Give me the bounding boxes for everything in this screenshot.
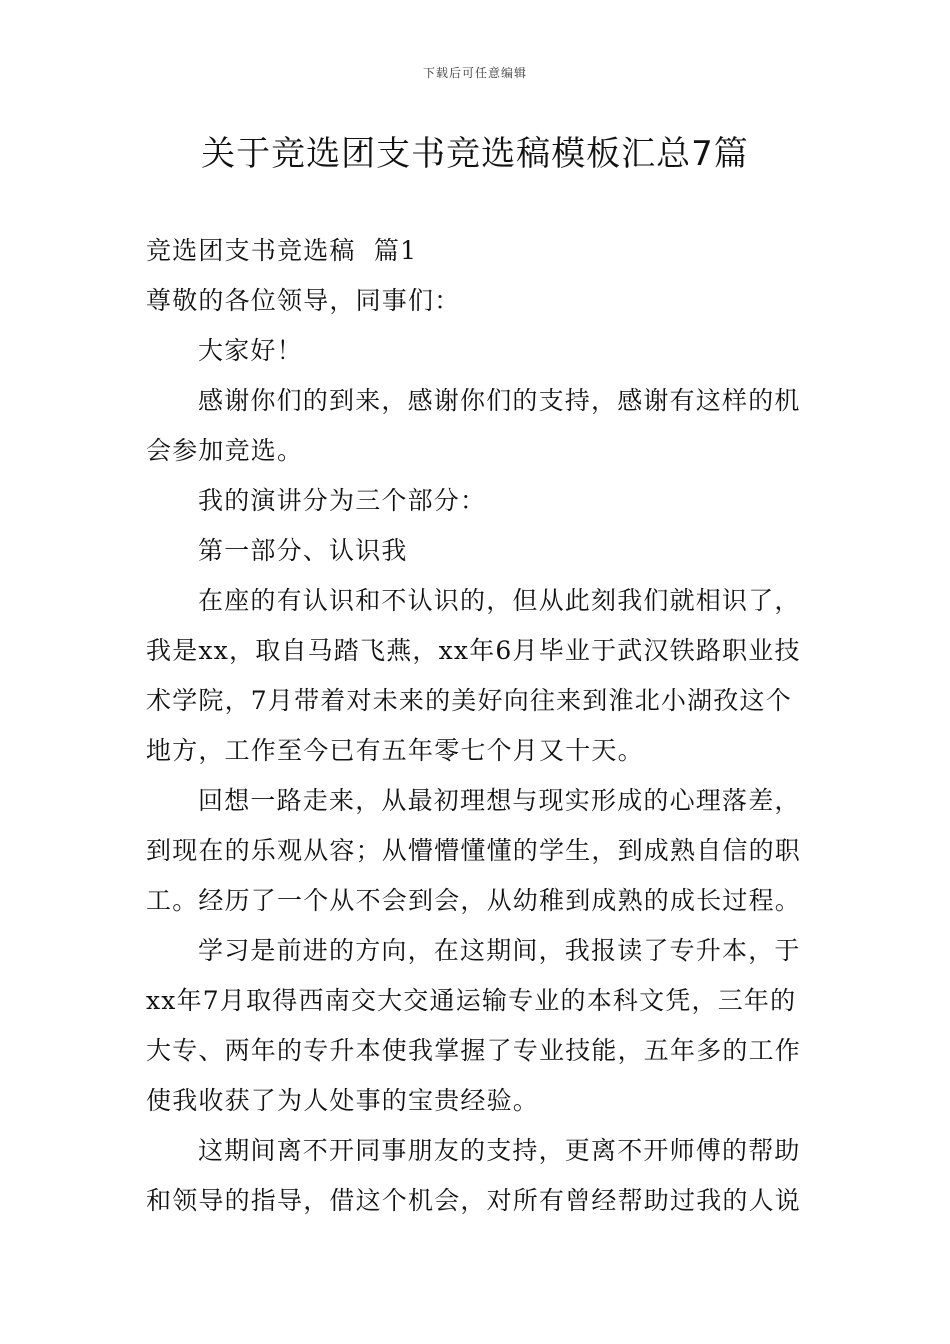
paragraph-part-one-heading: 第一部分、认识我: [198, 536, 408, 565]
document-body: [146, 226, 810, 1226]
paragraph-introduction: 在座的有认识和不认识的，但从此刻我们就相识了，我是xx，取自马踏飞燕，xx年6月毕业于武汉铁路职业技术学院，7月带着对未来的美好向往来到淮北小湖孜这个地方，工作至今已有五年零七个月又十天。: [146, 586, 801, 765]
paragraph-reflection: 回想一路走来，从最初理想与现实形成的心理落差，到现在的乐观从容；从懵懵懂懂的学生，到成熟自信的职工。经历了一个从不会到会，从幼稚到成熟的成长过程。: [146, 786, 802, 915]
section-heading: 竞选团支书竞选稿 篇1: [146, 236, 418, 265]
salutation: 尊敬的各位领导，同事们：: [146, 286, 461, 315]
paragraph-study: 学习是前进的方向，在这期间，我报读了专升本，于xx年7月取得西南交大交通运输专业的本科文凭，三年的大专、两年的专升本使我掌握了专业技能，五年多的工作使我收获了为人处事的宝贵经验。: [146, 936, 802, 1115]
paragraph-thanks: 感谢你们的到来，感谢你们的支持，感谢有这样的机会参加竞选。: [146, 386, 801, 465]
header-note: 下载后可任意编辑: [422, 66, 527, 80]
paragraph-outline: 我的演讲分为三个部分：: [198, 486, 487, 515]
document-title: 关于竞选团支书竞选稿模板汇总7篇: [201, 134, 749, 174]
paragraph-greeting: 大家好！: [198, 336, 303, 365]
paragraph-gratitude: 这期间离不开同事朋友的支持，更离不开师傅的帮助和领导的指导，借这个机会，对所有曾经帮助过我的人说: [146, 1136, 802, 1215]
